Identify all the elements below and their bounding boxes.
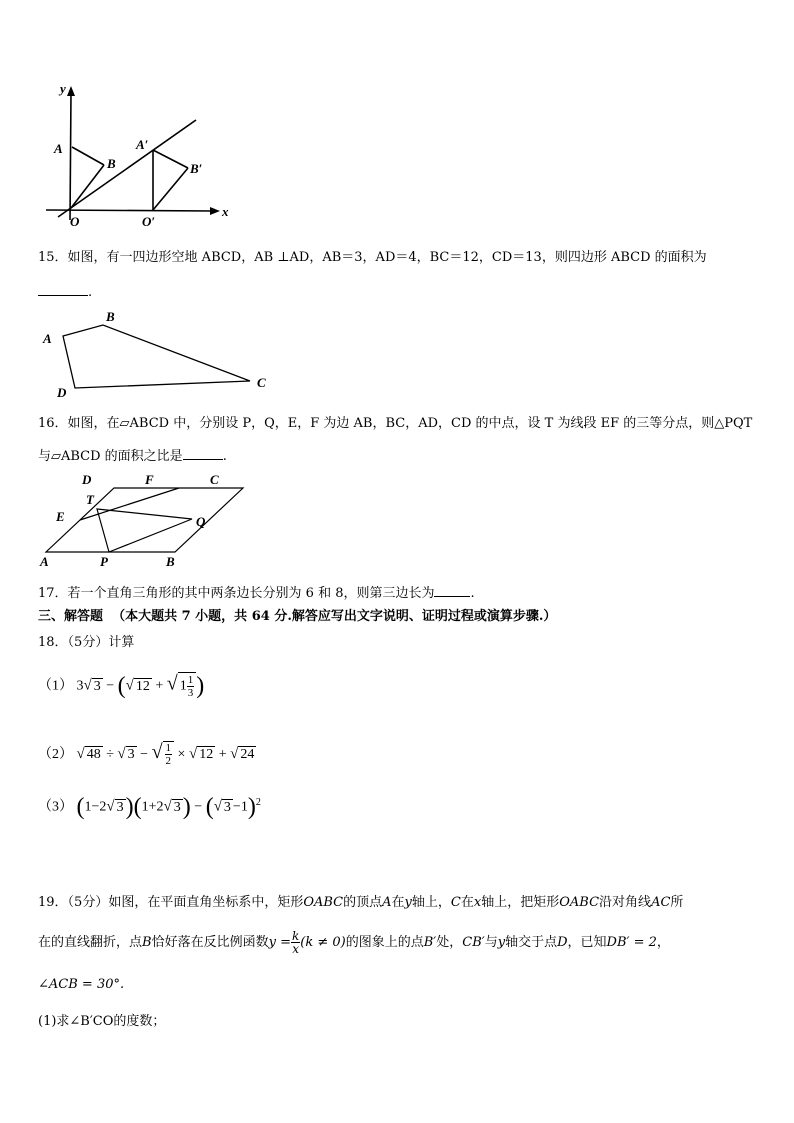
q18-part3: （3） (1−2√ 3)(1+2√ 3) − (√ 3 −1)$^2$ — [38, 794, 261, 820]
q15-answer-blank — [38, 283, 88, 296]
translation-figure — [36, 80, 236, 230]
label-D: D — [82, 472, 92, 487]
label-B: B — [106, 309, 115, 324]
q18-title: 18．（5分）计算 — [38, 635, 135, 650]
q19-sub1: (1)求∠B′CO的度数； — [38, 1014, 166, 1029]
q19-line1: 19．（5分）如图，在平面直角坐标系中，矩形OABC的顶点A在y轴上，C在x轴上，把矩形OABC沿对角线AC所 — [38, 895, 684, 910]
section-3-heading: 三、解答题 （本大题共 7 小题，共 64 分.解答应写出文字说明、证明过程或演算步骤.） — [38, 609, 557, 624]
q17-answer-blank — [434, 584, 470, 597]
label-D: D — [57, 385, 67, 400]
label-P: P — [100, 554, 108, 569]
x-axis — [46, 210, 214, 211]
label-A: A — [43, 331, 52, 346]
label-O-prime: O′ — [142, 214, 156, 229]
label-x: x — [222, 204, 229, 219]
label-B: B — [107, 156, 116, 171]
label-y: y — [60, 81, 66, 96]
q17-text: 17．若一个直角三角形的其中两条边长分别为 6 和 8，则第三边长为 . — [38, 586, 475, 601]
y-axis — [70, 92, 71, 220]
parallelogram-figure — [36, 470, 252, 570]
y-axis-arrow — [67, 86, 75, 96]
label-B-prime: B′ — [190, 161, 203, 176]
label-A-prime: A′ — [136, 137, 149, 152]
label-E: E — [56, 509, 65, 524]
q16-answer-blank — [183, 447, 223, 460]
q18-part1: （1） 3√ 3 − (√ 12 + √ 1 $\frac{1}{3}$ ) — [38, 672, 205, 699]
q19-line2: 在的直线翻折，点B恰好落在反比例函数y = $\frac{k}{x}$ (k ≠ 0)的图象上的点B′处，CB′与y轴交于点D，已知DB′ = 2， — [38, 929, 670, 956]
q16-line2: 与▱ABCD 的面积之比是 . — [38, 449, 227, 464]
q16-line1: 16．如图，在▱ABCD 中，分别设 P，Q，E，F 为边 AB，BC，AD，CD 的中点，设 T 为线段 EF 的三等分点，则△PQT — [38, 416, 753, 431]
label-O: O — [70, 214, 80, 229]
label-B: B — [166, 554, 175, 569]
label-A: A — [40, 554, 49, 569]
label-C: C — [257, 375, 266, 390]
label-A: A — [54, 141, 63, 156]
q18-part2: （2） √ 48 ÷ √ 3 − √ $\frac{1}{2}$ × √ 12 + √ 24 — [38, 741, 255, 768]
label-C: C — [210, 472, 219, 487]
quadrilateral-figure — [36, 305, 276, 401]
label-F: F — [145, 472, 154, 487]
label-Q: Q — [196, 514, 206, 529]
oblique-line — [58, 120, 196, 217]
q15-line1: 15．如图，有一四边形空地 ABCD，AB ⊥AD，AB＝3，AD＝4，BC＝12，CD＝13，则四边形 ABCD 的面积为 — [38, 250, 707, 265]
label-T: T — [86, 492, 94, 507]
q19-line3: ∠ACB = 30°. — [38, 977, 125, 992]
q15-line2: . — [38, 283, 92, 301]
x-axis-arrow — [210, 207, 220, 215]
